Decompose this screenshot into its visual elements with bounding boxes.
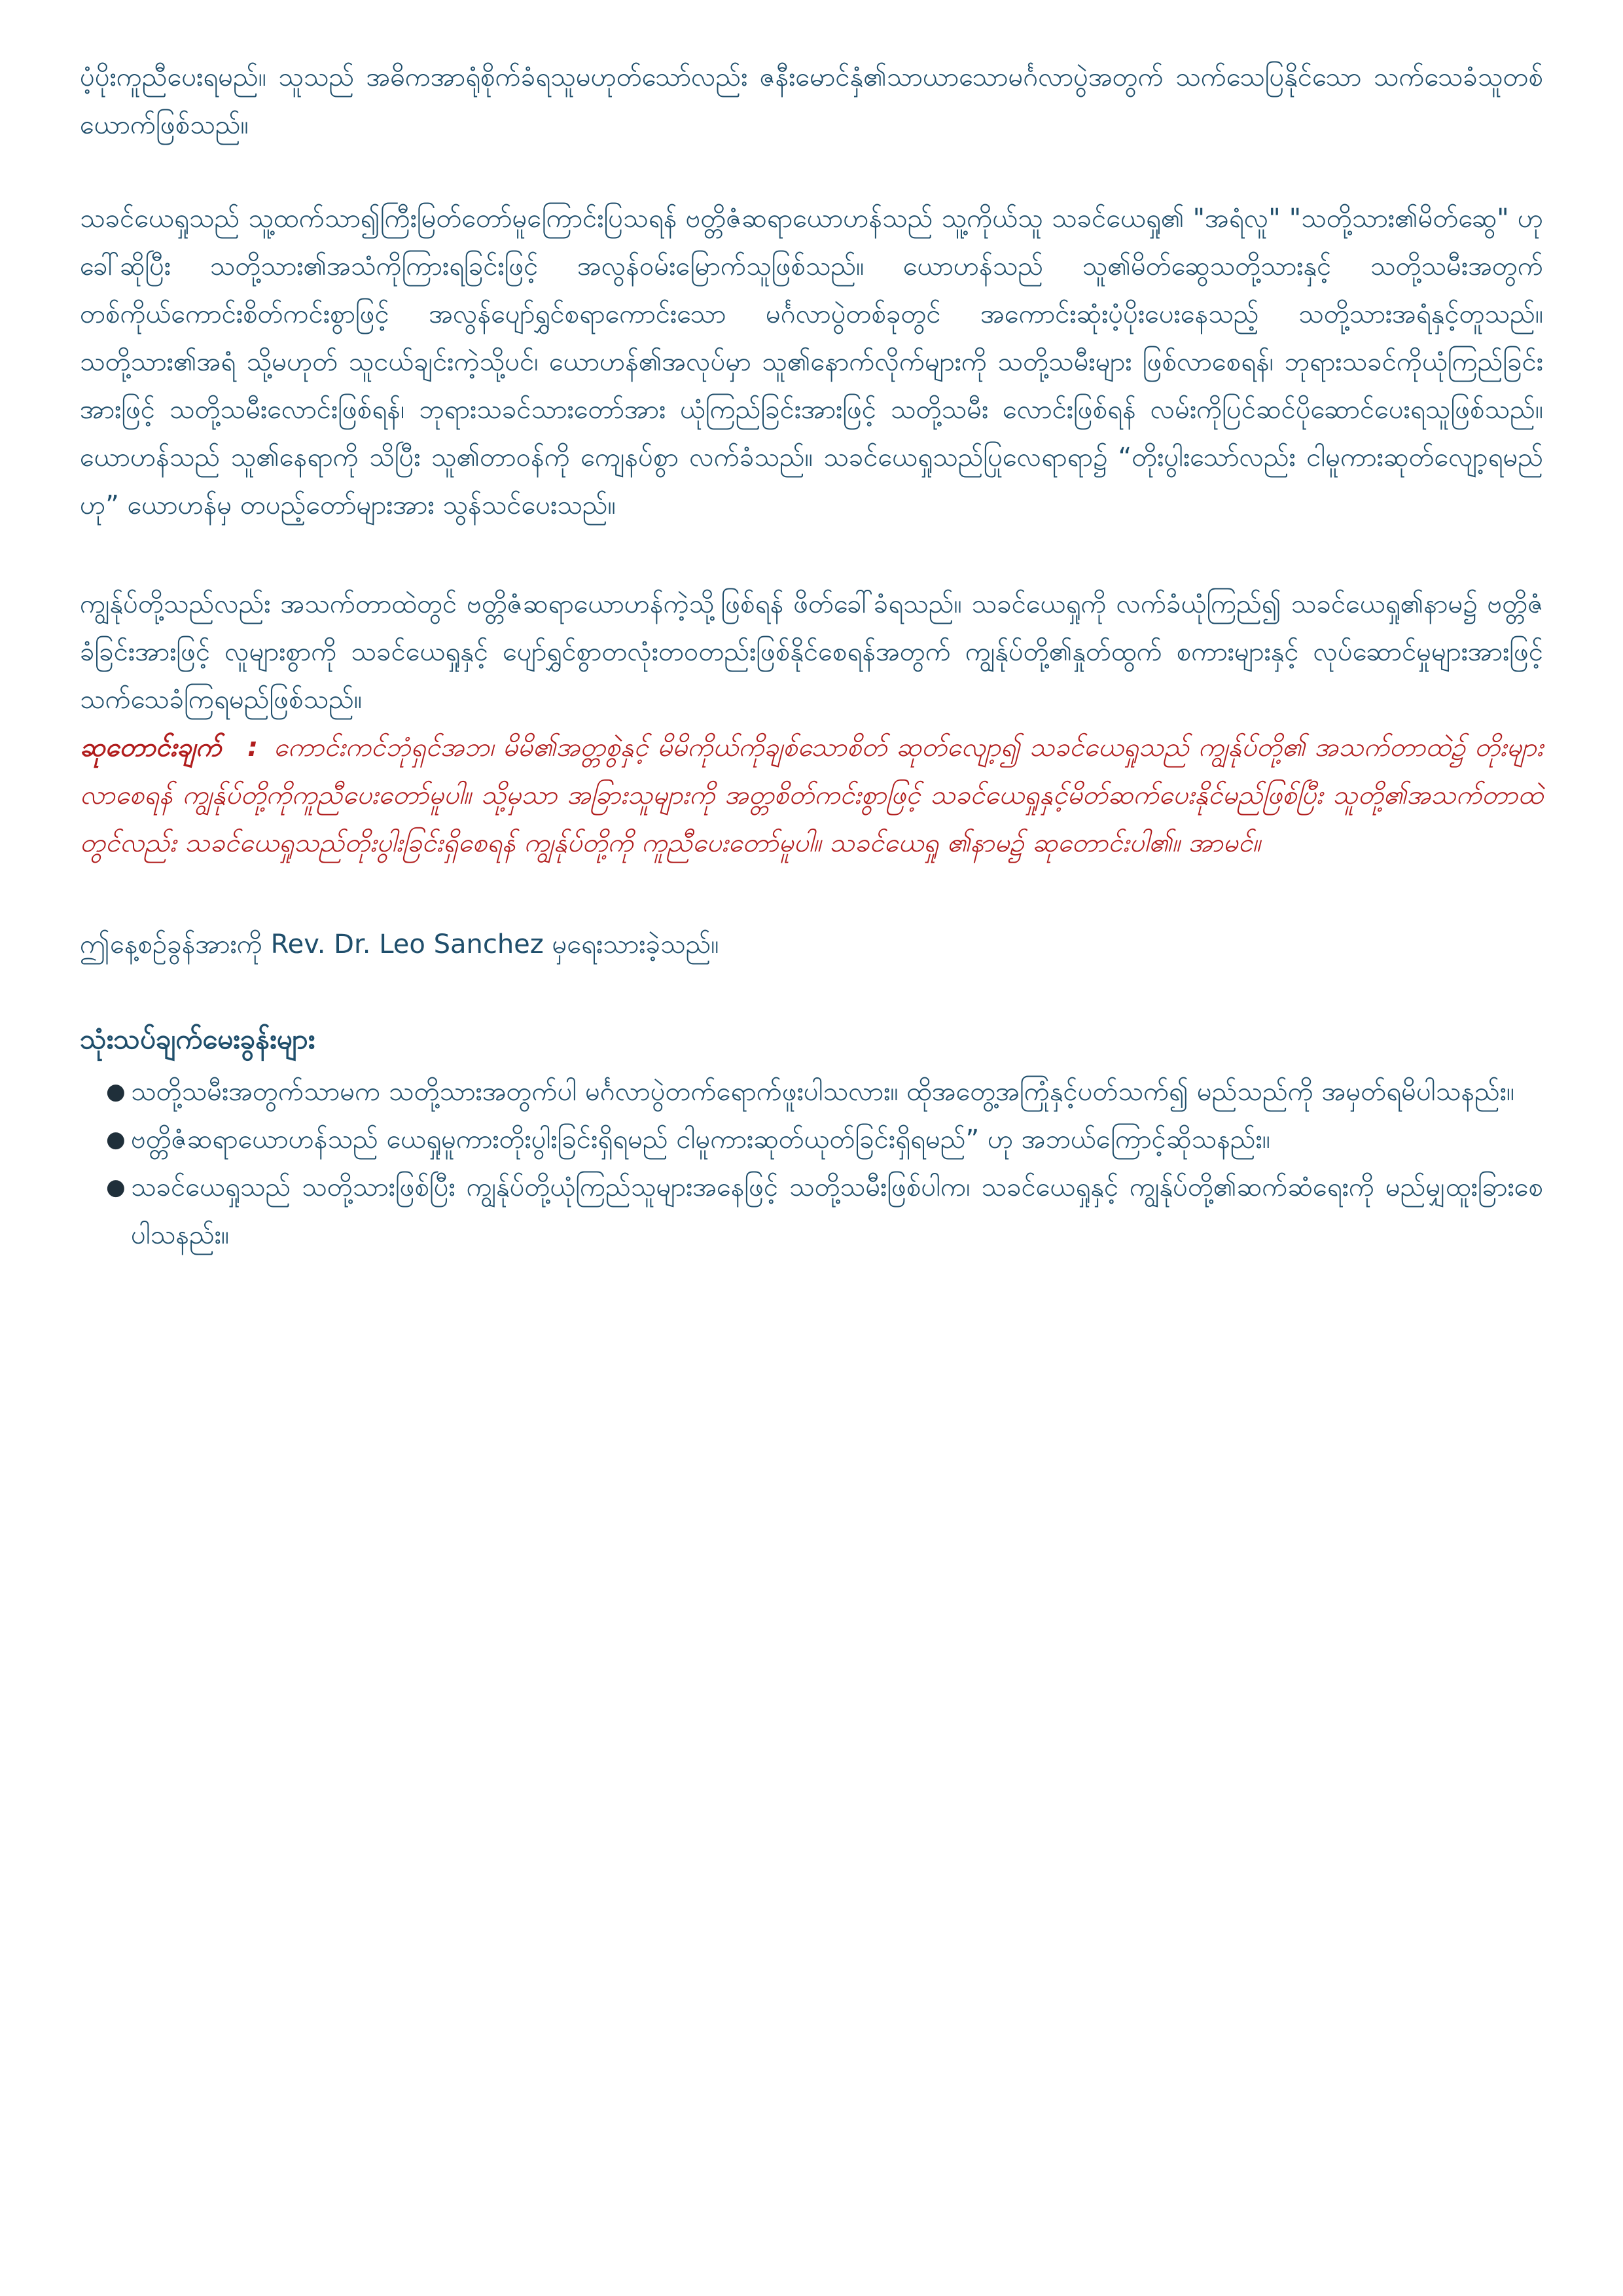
prayer-label: ဆုတောင်းချက်: [80, 732, 222, 762]
prayer-block: [80, 724, 1543, 867]
bullet-icon: ●: [106, 1126, 126, 1153]
reflection-title: သုံးသပ်ချက်မေးခွန်းများ: [80, 1023, 315, 1055]
list-item: [80, 1164, 1543, 1259]
reflection-questions-list: [80, 1068, 1543, 1259]
bullet-icon: ●: [106, 1174, 126, 1200]
bullet-icon: ●: [106, 1079, 126, 1105]
list-item: [80, 1116, 1543, 1164]
question-text: သတို့သမီးအတွက်သာမက သတို့သားအတွက်ပါ မင်္ဂလာပွဲတက်ရောက်ဖူးပါသလား။ ထိုအတွေ့အကြုံနှင့်ပတ်သက်၍ မည်သည်ကို အမှတ်ရမိပါသနည်း။: [131, 1077, 1515, 1107]
prayer-colon: :: [247, 732, 259, 762]
list-item: [80, 1068, 1543, 1116]
question-text: သခင်ယေရှုသည် သတို့သားဖြစ်ပြီး ကျွန်ုပ်တို့ယုံကြည်သူများအနေဖြင့် သတို့သမီးဖြစ်ပါက၊ သခင်ယေရှုနှင့် ကျွန်ုပ်တို့၏ဆက်ဆံရေးကို မည်မျှထူးခြားစေပါသနည်း။: [131, 1172, 1543, 1250]
devotional-page: [80, 54, 1543, 1259]
prayer-text: ကောင်းကင်ဘုံရှင်အဘ၊ မိမိ၏အတ္တစွဲနှင့် မိမိကိုယ်ကိုချစ်သောစိတ် ဆုတ်လျော့၍ သခင်ယေရှုသည် ကျွန်ုပ်တို့၏ အသက်တာထဲ၌ တိုးများလာစေရန် ကျွန်ုပ်တို့ကိုကူညီပေးတော်မူပါ။ သို့မှသာ အခြားသူများကို အတ္တစိတ်ကင်းစွာဖြင့် သခင်ယေရှုနှင့်မိတ်ဆက်ပေးနိုင်မည်ဖြစ်ပြီး သူတို့၏အသက်တာထဲတွင်လည်း သခင်ယေရှုသည်တိုးပွါးခြင်းရှိစေရန် ကျွန်ုပ်တို့ကို ကူညီပေးတော်မူပါ။ သခင်ယေရှု ၏နာမ၌ ဆုတောင်းပါ၏။ အာမင်။: [80, 732, 1543, 858]
paragraph-john-the-baptist: သခင်ယေရှုသည် သူ့ထက်သာ၍ကြီးမြတ်တော်မူကြောင်းပြသရန် ဗတ္တိဇံဆရာယောဟန်သည် သူ့ကိုယ်သူ သခင်ယေရှု၏ "အရံလူ" "သတို့သား၏မိတ်ဆွေ" ဟုခေါ်ဆိုပြီး သတို့သား၏အသံကိုကြားရခြင်းဖြင့် အလွန်ဝမ်းမြောက်သူဖြစ်သည်။ ယောဟန်သည် သူ၏မိတ်ဆွေသတို့သားနှင့် သတို့သမီးအတွက် တစ်ကိုယ်ကောင်းစိတ်ကင်းစွာဖြင့် အလွန်ပျော်ရွှင်စရာကောင်းသော မင်္ဂလာပွဲတစ်ခုတွင် အကောင်းဆုံးပံ့ပိုးပေးနေသည့် သတို့သားအရံနှင့်တူသည်။ သတို့သား၏အရံ သို့မဟုတ် သူငယ်ချင်းကဲ့သို့ပင်၊ ယောဟန်၏အလုပ်မှာ သူ၏နောက်လိုက်များကို သတို့သမီးများ ဖြစ်လာစေရန်၊ ဘုရားသခင်ကိုယုံကြည်ခြင်းအားဖြင့် သတို့သမီးလောင်းဖြစ်ရန်၊ ဘုရားသခင်သားတော်အား ယုံကြည်ခြင်းအားဖြင့် သတို့သမီး လောင်းဖြစ်ရန် လမ်းကိုပြင်ဆင်ပိုဆောင်ပေးရသူဖြစ်သည်။ ယောဟန်သည် သူ၏နေရာကို သိပြီး သူ၏တာဝန်ကို ကျေနပ်စွာ လက်ခံသည်။ သခင်ယေရှုသည်ပြုလေရာရာ၌ “တိုးပွါးသော်လည်း ငါမူကားဆုတ်လျော့ရမည်ဟု” ယောဟန်မှ တပည့်တော်များအား သွန်သင်ပေးသည်။: [80, 204, 1543, 520]
paragraph-intro-continuation: ပံ့ပိုးကူညီပေးရမည်။ သူသည် အဓိကအာရုံစိုက်ခံရသူမဟုတ်သော်လည်း ဇနီးမောင်နှံ၏သာယာသောမင်္ဂလာပွဲအတွက် သက်သေပြနိုင်သော သက်သေခံသူတစ်ယောက်ဖြစ်သည်။: [80, 62, 1543, 140]
paragraph-application: ကျွန်ုပ်တို့သည်လည်း အသက်တာထဲတွင် ဗတ္တိဇံဆရာယောဟန်ကဲ့သို့ဖြစ်ရန် ဖိတ်ခေါ်ခံရသည်။ သခင်ယေရှုကို လက်ခံယုံကြည်၍ သခင်ယေရှု၏နာမ၌ ဗတ္တိဇံခံခြင်းအားဖြင့် လူများစွာကို သခင်ယေရှုနှင့် ပျော်ရွှင်စွာတလုံးတဝတည်းဖြစ်နိုင်စေရန်အတွက် ကျွန်ုပ်တို့၏နှုတ်ထွက် စကားများနှင့် လုပ်ဆောင်မှုများအားဖြင့် သက်သေခံကြရမည်ဖြစ်သည်။: [80, 589, 1543, 715]
question-text: ဗတ္တိဇံဆရာယောဟန်သည် ယေရှုမူကားတိုးပွါးခြင်းရှိရမည် ငါမူကားဆုတ်ယုတ်ခြင်းရှိရမည်” ဟု အဘယ်ကြောင့်ဆိုသနည်း။: [131, 1124, 1270, 1155]
author-credit: ဤနေ့စဉ်ခွန်အားကို Rev. Dr. Leo Sanchez မှရေးသားခဲ့သည်။: [80, 929, 719, 960]
reflection-section: [80, 1016, 1543, 1259]
